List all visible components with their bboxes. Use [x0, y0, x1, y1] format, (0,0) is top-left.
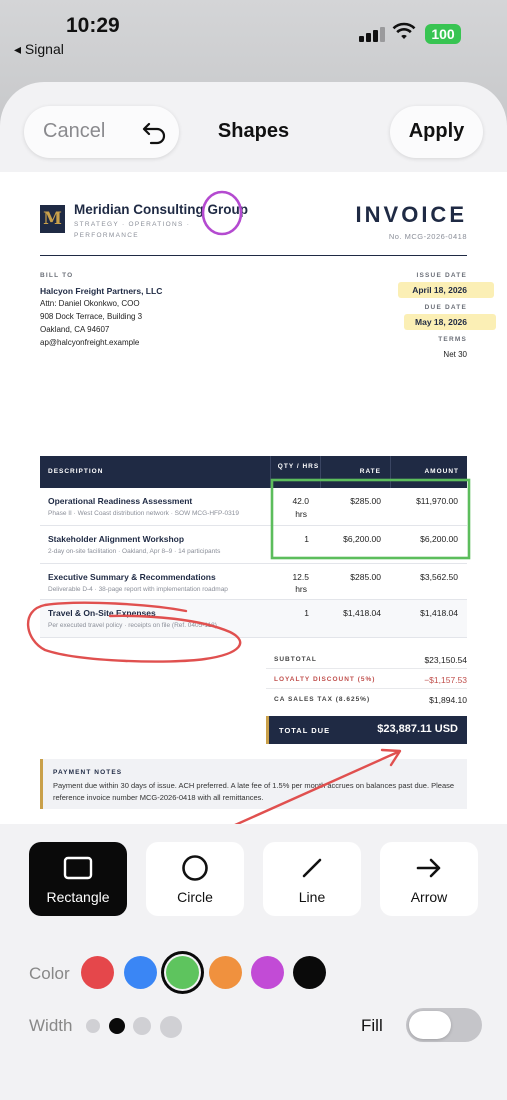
line-item-qty: 12.5 [292, 572, 309, 582]
bill-to-label: BILL TO [40, 272, 74, 279]
payment-notes-body: Payment due within 30 days of issue. ACH preferred. A late fee of 1.5% per month accrues on balances past due. Please reference invoice number MCG-2026-0418 with all remittances. [53, 781, 455, 802]
line-item-amount: $11,970.00 [416, 496, 458, 506]
payment-notes [40, 759, 467, 809]
width-label: Width [29, 1016, 73, 1035]
apply-button-label: Apply [408, 120, 465, 142]
editor-toolbar [0, 82, 507, 172]
line-item-amount: $6,200.00 [420, 534, 458, 544]
bill-to-address2: Oakland, CA 94607 [40, 325, 110, 334]
line-item-qty: 42.0 [292, 496, 309, 506]
rectangle-icon [29, 855, 127, 881]
invoice-number: No. MCG-2026-0418 [388, 232, 467, 241]
battery-indicator: 100 [425, 24, 461, 44]
bill-to-email: ap@halcyonfreight.example [40, 338, 140, 347]
line-item-title: Operational Readiness Assessment [48, 496, 193, 506]
wifi-icon [392, 22, 416, 42]
line-item-title: Stakeholder Alignment Workshop [48, 534, 185, 544]
tool-label: Circle [177, 889, 213, 905]
line-items-header [40, 456, 467, 488]
width-option-thick[interactable] [133, 1017, 151, 1035]
table-row [40, 488, 467, 526]
company-name: Meridian Consulting Group [74, 202, 248, 217]
color-swatch-red[interactable] [81, 956, 114, 989]
line-item-qty: 1 [304, 608, 309, 618]
tool-circle[interactable] [146, 842, 244, 916]
tool-label: Line [298, 889, 326, 905]
discount-value: −$1,157.53 [424, 675, 467, 685]
circle-icon [146, 855, 244, 881]
apply-button[interactable] [390, 106, 483, 158]
color-swatch-blue[interactable] [124, 956, 157, 989]
col-rate: RATE [359, 468, 381, 475]
color-swatch-green[interactable] [166, 956, 199, 989]
shape-tools-panel [0, 824, 507, 1100]
total-due-label: TOTAL DUE [279, 726, 331, 735]
tool-line[interactable] [263, 842, 361, 916]
company-logo: M [40, 205, 65, 233]
issue-date-value: April 18, 2026 [412, 285, 467, 295]
invoice-document[interactable] [0, 172, 507, 824]
due-date-label: DUE DATE [424, 304, 467, 311]
payment-notes-label: PAYMENT NOTES [53, 769, 123, 776]
subtotal-label: SUBTOTAL [274, 656, 317, 663]
editor-title: Shapes [217, 120, 290, 142]
tool-rectangle[interactable] [29, 842, 127, 916]
color-swatch-purple[interactable] [251, 956, 284, 989]
line-item-title: Travel & On-Site Expenses [48, 608, 156, 618]
table-row [40, 564, 467, 600]
width-option-thin[interactable] [86, 1019, 100, 1033]
bill-to-attn: Attn: Daniel Okonkwo, COO [40, 299, 140, 308]
terms-value: Net 30 [443, 350, 467, 359]
line-item-subtitle: Per executed travel policy · receipts on file (Ref. 0405-118) [48, 622, 217, 629]
tax-value: $1,894.10 [429, 695, 467, 705]
line-item-subtitle: Deliverable D-4 · 38-page report with implementation roadmap [48, 586, 228, 593]
line-item-qty-unit: hrs [295, 509, 307, 519]
discount-label: LOYALTY DISCOUNT (5%) [274, 676, 376, 683]
fill-label: Fill [361, 1016, 383, 1035]
table-row [40, 526, 467, 564]
company-tagline: STRATEGY · OPERATIONS · PERFORMANCE [74, 221, 191, 239]
line-item-amount: $3,562.50 [420, 572, 458, 582]
col-amount: AMOUNT [424, 468, 459, 475]
fill-toggle-knob [409, 1011, 451, 1039]
status-time: 10:29 [66, 14, 120, 37]
color-label: Color [29, 964, 70, 983]
line-item-rate: $285.00 [350, 496, 381, 506]
subtotal-value: $23,150.54 [424, 655, 467, 665]
line-item-subtitle: 2-day on-site facilitation · Oakland, Apr 8–9 · 14 participants [48, 548, 221, 555]
shapes-editor-sheet [0, 82, 507, 1100]
due-date-value: May 18, 2026 [415, 317, 467, 327]
col-description: DESCRIPTION [48, 468, 104, 475]
tool-arrow[interactable] [380, 842, 478, 916]
cancel-button[interactable]: Cancel [43, 120, 106, 142]
line-item-subtitle: Phase II · West Coast distribution network · SOW MCG-HFP-0319 [48, 510, 239, 517]
arrow-icon [380, 855, 478, 881]
bill-to-address1: 908 Dock Terrace, Building 3 [40, 312, 143, 321]
total-due-value: $23,887.11 USD [377, 723, 458, 735]
line-icon [263, 855, 361, 881]
back-to-app-link[interactable]: ◂ Signal [14, 41, 64, 57]
width-option-extra-thick[interactable] [160, 1016, 182, 1038]
cellular-signal-icon [359, 26, 387, 42]
table-row [40, 600, 467, 638]
invoice-title: INVOICE [355, 202, 467, 227]
fill-toggle[interactable] [406, 1008, 482, 1042]
line-item-rate: $6,200.00 [343, 534, 381, 544]
color-swatch-black[interactable] [293, 956, 326, 989]
total-due-bar [266, 716, 467, 744]
tax-label: CA SALES TAX (8.625%) [274, 696, 371, 703]
line-item-amount: $1,418.04 [420, 608, 458, 618]
line-item-qty: 1 [304, 534, 309, 544]
col-qty: QTY / HRS [277, 463, 320, 470]
tool-label: Rectangle [46, 889, 110, 905]
line-item-title: Executive Summary & Recommendations [48, 572, 216, 582]
line-item-rate: $1,418.04 [343, 608, 381, 618]
bill-to-name: Halcyon Freight Partners, LLC [40, 286, 163, 296]
tool-label: Arrow [410, 889, 448, 905]
width-option-medium[interactable] [109, 1018, 125, 1034]
color-swatch-orange[interactable] [209, 956, 242, 989]
issue-date-label: ISSUE DATE [416, 272, 467, 279]
line-item-rate: $285.00 [350, 572, 381, 582]
line-item-qty-unit: hrs [295, 584, 307, 594]
terms-label: TERMS [438, 336, 467, 343]
header-divider [40, 255, 467, 256]
